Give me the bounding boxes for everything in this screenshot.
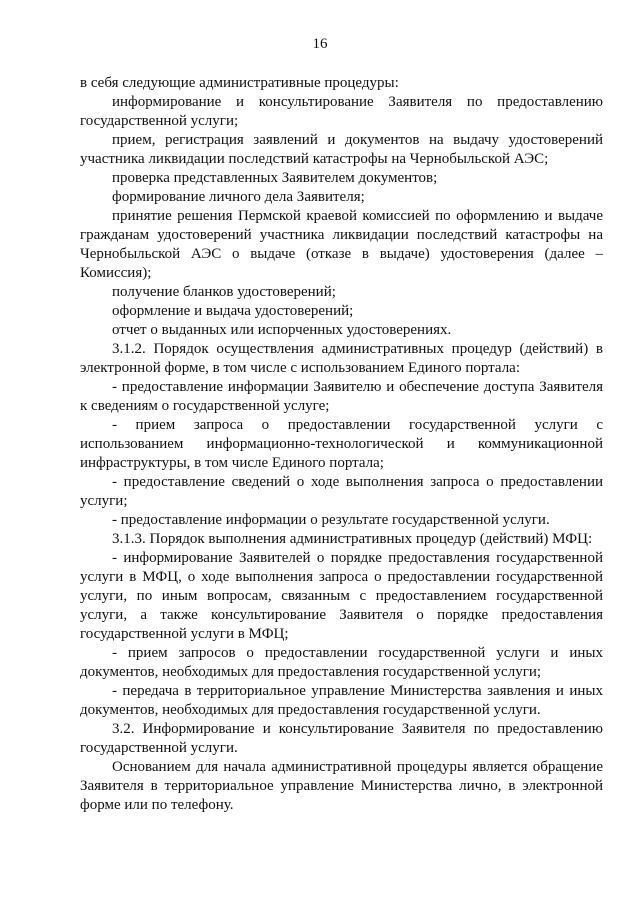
page-number: 16 bbox=[312, 36, 328, 52]
paragraph-result-info: - предоставление информации о результате государственной услуги. bbox=[112, 512, 550, 528]
paragraph-blanks: получение бланков удостоверений; bbox=[112, 284, 336, 300]
paragraph-3-2: 3.2. Информирование и консультирование Заявителя по предоставлению государственной услуги. bbox=[80, 721, 603, 756]
paragraph-personal-file: формирование личного дела Заявителя; bbox=[112, 189, 365, 205]
paragraph-reception: прием, регистрация заявлений и документов на выдачу удостоверений участника ликвидации последствий катастрофы на Чернобыльской АЭС; bbox=[80, 132, 603, 167]
paragraph-info-access: - предоставление информации Заявителю и обеспечение доступа Заявителя к сведениям о государственной услуге; bbox=[80, 379, 603, 414]
document-body bbox=[80, 74, 603, 815]
paragraph-3-1-2: 3.1.2. Порядок осуществления административных процедур (действий) в электронной форме, в том числе с использованием Единого портала: bbox=[80, 341, 603, 376]
paragraph-report: отчет о выданных или испорченных удостоверениях. bbox=[112, 322, 452, 338]
paragraph-mfc-informing: - информирование Заявителей о порядке предоставления государственной услуги в МФЦ, о ходе выполнения запроса о предоставлении государственной услуги, по иным вопросам, связанным с предоставлением государственной услуги, а также консультирование Заявителя о порядке предоставления государственной услуги в МФЦ; bbox=[80, 550, 603, 642]
paragraph-progress-info: - предоставление сведений о ходе выполнения запроса о предоставлении услуги; bbox=[80, 474, 603, 509]
paragraph-document-check: проверка представленных Заявителем документов; bbox=[112, 170, 438, 186]
paragraph-basis: Основанием для начала административной процедуры является обращение Заявителя в территориальное управление Министерства лично, в электронной форме или по телефону. bbox=[80, 759, 603, 813]
paragraph-mfc-transfer: - передача в территориальное управление Министерства заявления и иных документов, необходимых для предоставления государственной услуги. bbox=[80, 683, 603, 718]
paragraph-mfc-reception: - прием запросов о предоставлении государственной услуги и иных документов, необходимых для предоставления государственной услуги; bbox=[80, 645, 603, 680]
paragraph-intro: в себя следующие административные процедуры: bbox=[80, 75, 399, 91]
paragraph-request-reception: - прием запроса о предоставлении государственной услуги с использованием информационно-технологической и коммуникационной инфраструктуры, в том числе Единого портала; bbox=[80, 417, 603, 471]
paragraph-commission-decision: принятие решения Пермской краевой комиссией по оформлению и выдаче гражданам удостоверений участника ликвидации последствий катастрофы на Чернобыльской АЭС о выдаче (отказе в выдаче) удостоверения (далее – Комиссия); bbox=[80, 208, 603, 281]
paragraph-informing: информирование и консультирование Заявителя по предоставлению государственной услуги; bbox=[80, 94, 603, 129]
paragraph-3-1-3: 3.1.3. Порядок выполнения административных процедур (действий) МФЦ: bbox=[112, 531, 593, 547]
paragraph-issuance: оформление и выдача удостоверений; bbox=[112, 303, 354, 319]
